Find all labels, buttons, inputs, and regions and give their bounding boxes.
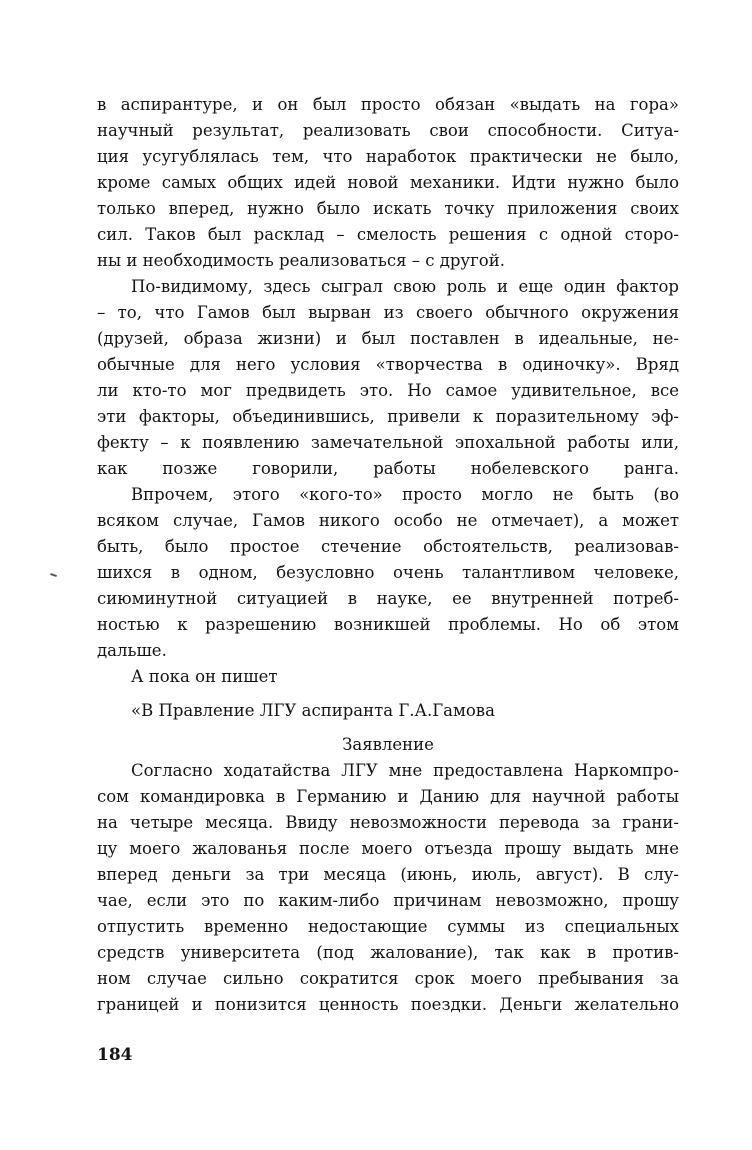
text-line: фекту – к появлению замечательной эпохальной работы или, <box>97 433 679 452</box>
text-line: ностью к разрешению возникшей проблемы. Но об этом <box>97 615 679 634</box>
text-line: Согласно ходатайства ЛГУ мне предоставлена Наркомпро- <box>131 761 679 780</box>
letter-heading: Заявление <box>342 735 434 754</box>
spacer <box>97 724 679 732</box>
page-body <box>97 92 679 1018</box>
paragraph-3 <box>97 482 679 664</box>
text-line: дальше. <box>97 641 167 660</box>
spacer <box>97 690 679 698</box>
letter-body <box>97 758 679 1018</box>
text-line: научный результат, реализовать свои способности. Ситуа- <box>97 121 679 140</box>
text-line: «В Правление ЛГУ аспиранта Г.А.Гамова <box>131 701 495 720</box>
text-line: ли кто-то мог предвидеть это. Но самое удивительное, все <box>97 381 679 400</box>
text-line: цу моего жалованья после моего отъезда прошу выдать мне <box>97 839 679 858</box>
text-line: кроме самых общих идей новой механики. Идти нужно было <box>97 173 679 192</box>
text-line: А пока он пишет <box>131 667 278 686</box>
text-line: ном случае сильно сократится срок моего пребывания за <box>97 969 679 988</box>
letter-addressee <box>97 698 679 724</box>
text-line: чае, если это по каким-либо причинам невозможно, прошу <box>97 891 679 910</box>
text-line: границей и понизится ценность поездки. Деньги желательно <box>97 995 679 1014</box>
text-line: быть, было простое стечение обстоятельств, реализовав- <box>97 537 679 556</box>
text-line: обычные для него условия «творчества в одиночку». Вряд <box>97 355 679 374</box>
text-line: – то, что Гамов был вырван из своего обычного окружения <box>97 303 679 322</box>
text-line: шихся в одном, безусловно очень талантливом человеке, <box>97 563 679 582</box>
text-line: Впрочем, этого «кого-то» просто могло не быть (во <box>131 485 679 504</box>
text-line: средств университета (под жалование), так как в против- <box>97 943 679 962</box>
text-line: всяком случае, Гамов никого особо не отмечает), а может <box>97 511 679 530</box>
text-line: ция усугублялась тем, что наработок практически не было, <box>97 147 679 166</box>
text-line: сом командировка в Германию и Данию для научной работы <box>97 787 679 806</box>
text-line: ны и необходимость реализоваться – с другой. <box>97 251 505 270</box>
text-line: только вперед, нужно было искать точку приложения своих <box>97 199 679 218</box>
text-line: как позже говорили, работы нобелевского ранга. <box>97 459 679 478</box>
paragraph-1 <box>97 92 679 274</box>
margin-mark <box>50 573 57 577</box>
text-line: сиюминутной ситуацией в науке, ее внутренней потреб- <box>97 589 679 608</box>
page-number: 184 <box>97 1045 133 1065</box>
paragraph-2 <box>97 274 679 482</box>
text-line: вперед деньги за три месяца (июнь, июль, август). В слу- <box>97 865 679 884</box>
text-line: (друзей, образа жизни) и был поставлен в идеальные, не- <box>97 329 679 348</box>
text-line: на четыре месяца. Ввиду невозможности перевода за грани- <box>97 813 679 832</box>
text-line: По-видимому, здесь сыграл свою роль и еще один фактор <box>131 277 679 296</box>
text-line: в аспирантуре, и он был просто обязан «выдать на гора» <box>97 95 679 114</box>
paragraph-4 <box>97 664 679 690</box>
text-line: эти факторы, объединившись, привели к поразительному эф- <box>97 407 679 426</box>
text-line: отпустить временно недостающие суммы из специальных <box>97 917 679 936</box>
text-line: сил. Таков был расклад – смелость решения с одной сторо- <box>97 225 679 244</box>
